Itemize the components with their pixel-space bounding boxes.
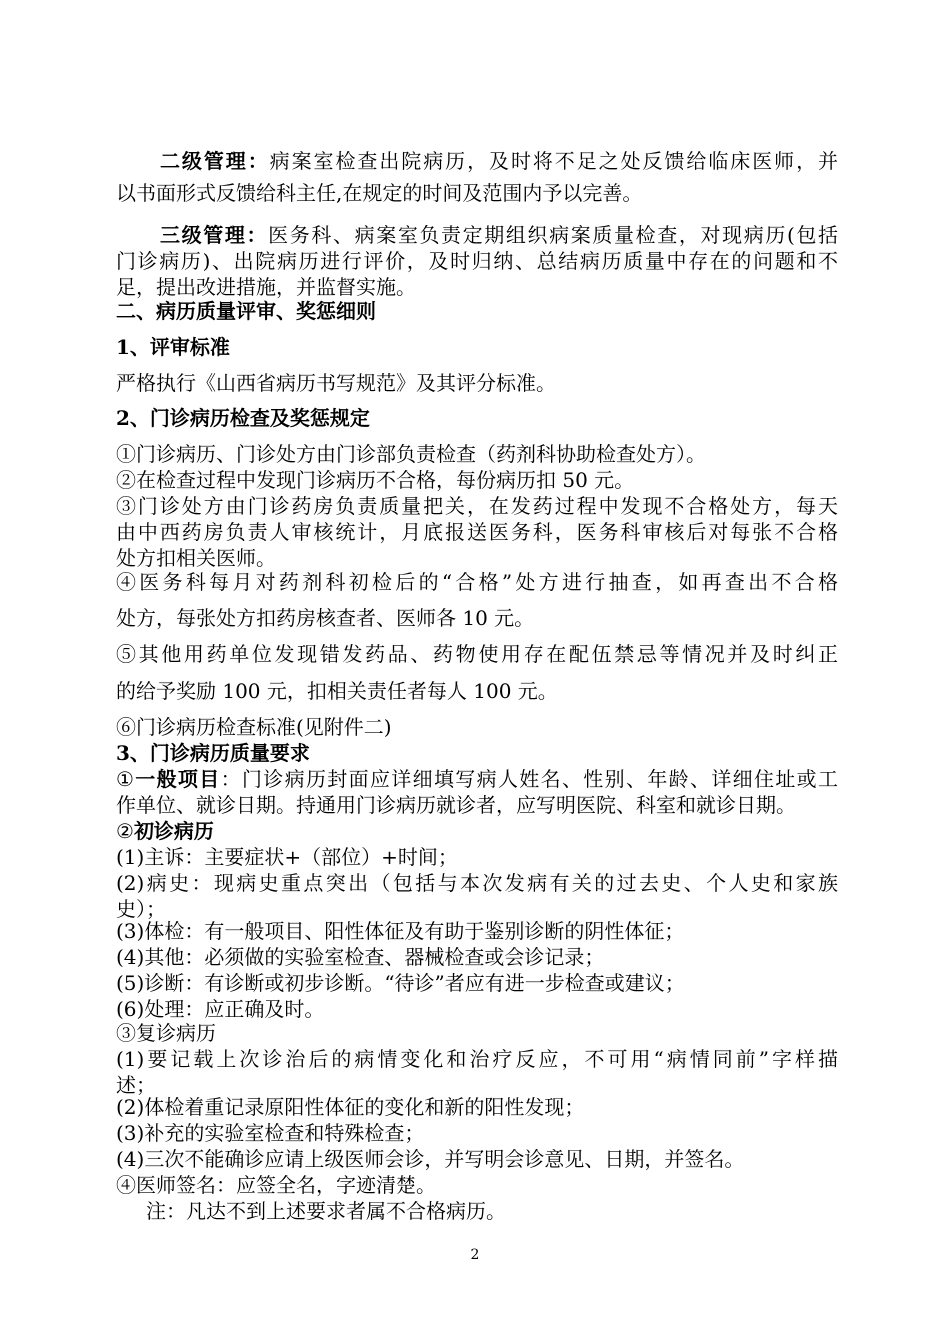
text-line: ②初诊病历	[116, 819, 214, 843]
section-label: 三级管理：	[160, 223, 269, 247]
text-line: (4)其他：必须做的实验室检查、器械检查或会诊记录；	[116, 945, 605, 969]
text-line: 足，提出改进措施，并监督实施。	[116, 275, 416, 299]
section-label: 初诊病历	[133, 819, 214, 843]
text-line: 作单位、就诊日期。持通用门诊病历就诊者，应写明医院、科室和就诊日期。	[116, 793, 796, 817]
section-heading: 2、门诊病历检查及奖惩规定	[116, 406, 370, 430]
section-label: 二级管理：	[160, 149, 270, 173]
text-line: (2)体检着重记录原阳性体征的变化和新的阳性发现；	[116, 1095, 585, 1119]
text-line: 严格执行《山西省病历书写规范》及其评分标准。	[116, 371, 556, 395]
text-line: (6)处理：应正确及时。	[116, 997, 325, 1021]
text-line: ④医师签名：应签全名，字迹清楚。	[116, 1173, 436, 1197]
section-heading: 3、门诊病历质量要求	[116, 741, 310, 765]
text-line: ①门诊病历、门诊处方由门诊部负责检查（药剂科协助检查处方）。	[116, 442, 706, 466]
text-line: 由中西药房负责人审核统计，月底报送医务科，医务科审核后对每张不合格	[116, 520, 838, 544]
text-line: (5)诊断：有诊断或初步诊断。“待诊”者应有进一步检查或建议；	[116, 971, 685, 995]
text-line: ①一般项目：门诊病历封面应详细填写病人姓名、性别、年龄、详细住址或工	[116, 767, 838, 791]
text-line: (4)三次不能确诊应请上级医师会诊，并写明会诊意见、日期，并签名。	[116, 1147, 745, 1171]
text-line: ③门诊处方由门诊药房负责质量把关，在发药过程中发现不合格处方，每天	[116, 494, 838, 518]
section-heading: 二、病历质量评审、奖惩细则	[116, 299, 376, 323]
text-line: ⑤其他用药单位发现错发药品、药物使用存在配伍禁忌等情况并及时纠正	[116, 642, 838, 666]
text-line: 二级管理：病案室检查出院病历，及时将不足之处反馈给临床医师，并	[160, 149, 839, 173]
text-line: ③复诊病历	[116, 1021, 216, 1045]
page-number: 2	[470, 1247, 480, 1263]
note-line: 注：凡达不到上述要求者属不合格病历。	[146, 1199, 506, 1223]
section-heading: 1、评审标准	[116, 335, 230, 359]
text-line: ④医务科每月对药剂科初检后的“合格”处方进行抽查，如再查出不合格	[116, 570, 838, 594]
text-line: 处方，每张处方扣药房核查者、医师各 10 元。	[116, 606, 535, 630]
text-line: 述；	[116, 1073, 156, 1097]
section-label: 一般项目	[135, 767, 221, 791]
text-line: (1)要记载上次诊治后的病情变化和治疗反应，不可用“病情同前”字样描	[116, 1047, 838, 1071]
text-line: 三级管理：医务科、病案室负责定期组织病案质量检查，对现病历(包括	[160, 223, 839, 247]
text-line: (1)主诉：主要症状+（部位）+时间；	[116, 845, 458, 869]
text-line: 以书面形式反馈给科主任,在规定的时间及范围内予以完善。	[116, 181, 643, 205]
text-line: (3)补充的实验室检查和特殊检查；	[116, 1121, 425, 1145]
text-line: (2)病史：现病史重点突出（包括与本次发病有关的过去史、个人史和家族	[116, 871, 838, 895]
text-line: ②在检查过程中发现门诊病历不合格，每份病历扣 50 元。	[116, 468, 635, 492]
text-line: 史）；	[116, 897, 166, 921]
text-line: ⑥门诊病历检查标准(见附件二)	[116, 715, 392, 739]
text-line: 门诊病历)、出院病历进行评价，及时归纳、总结病历质量中存在的问题和不	[116, 249, 838, 273]
text-line: 的给予奖励 100 元，扣相关责任者每人 100 元。	[116, 679, 558, 703]
text-line: (3)体检：有一般项目、阳性体征及有助于鉴别诊断的阴性体征；	[116, 919, 685, 943]
text-line: 处方扣相关医师。	[116, 546, 276, 570]
